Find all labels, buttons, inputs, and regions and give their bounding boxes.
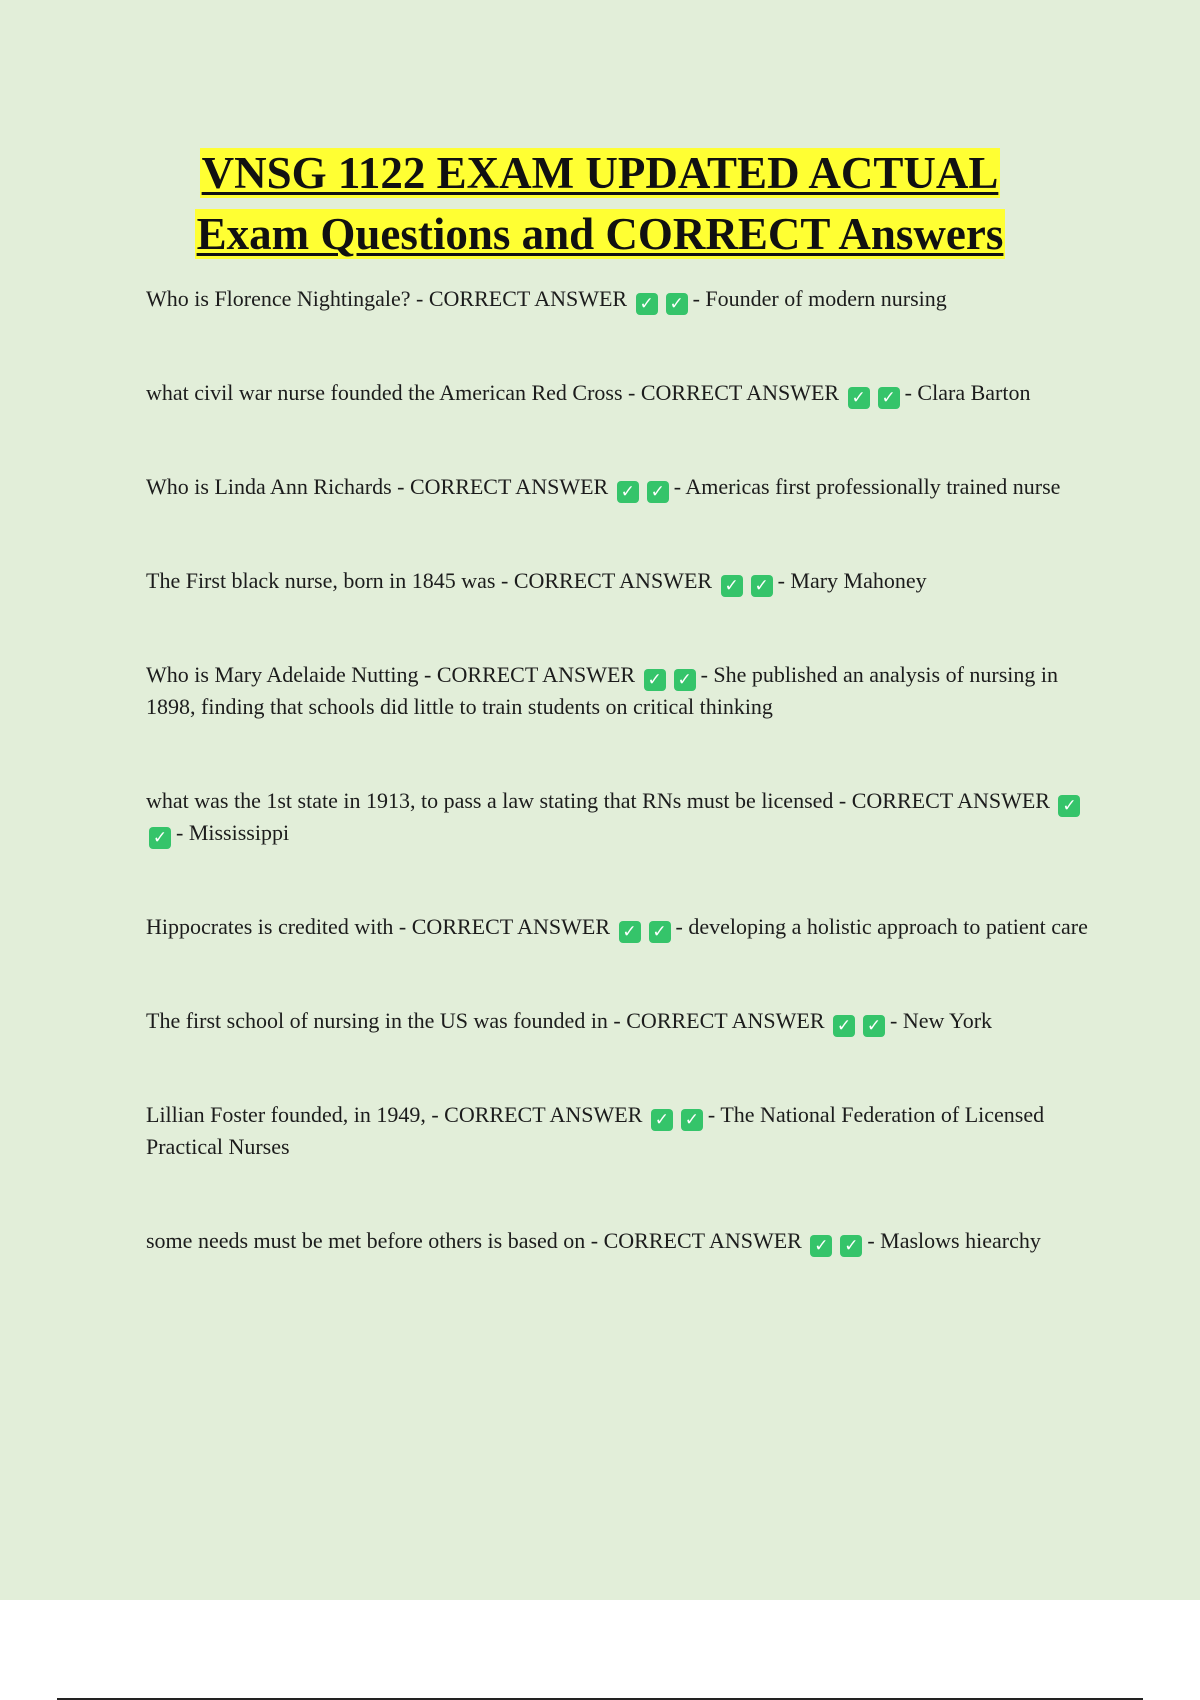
qa-item — [146, 471, 1096, 503]
answer-text: - She published an analysis of nursing in 1898, finding that schools did little to train students on critical thinking — [146, 662, 1059, 719]
answer-text: - The National Federation of Licensed Practical Nurses — [146, 1102, 1045, 1159]
check-icon: ✓ — [848, 387, 870, 409]
qa-item — [146, 377, 1096, 409]
qa-item — [146, 785, 1096, 849]
check-icon: ✓ — [644, 669, 666, 691]
answer-text: - New York — [890, 1008, 993, 1033]
document-title — [0, 143, 1200, 265]
check-icon: ✓ — [651, 1109, 673, 1131]
answer-text: - Founder of modern nursing — [692, 286, 947, 311]
check-icon: ✓ — [833, 1015, 855, 1037]
answer-text: - Clara Barton — [904, 380, 1031, 405]
check-icon: ✓ — [649, 921, 671, 943]
question-text: Who is Florence Nightingale? - CORRECT ANSWER — [146, 286, 628, 311]
question-text: The first school of nursing in the US was founded in - CORRECT ANSWER — [146, 1008, 825, 1033]
question-text: Who is Linda Ann Richards - CORRECT ANSWER — [146, 474, 609, 499]
check-icon: ✓ — [721, 575, 743, 597]
check-icon: ✓ — [617, 481, 639, 503]
answer-text: - Mississippi — [176, 820, 290, 845]
question-text: Who is Mary Adelaide Nutting - CORRECT ANSWER — [146, 662, 636, 687]
check-icon: ✓ — [647, 481, 669, 503]
check-icon: ✓ — [619, 921, 641, 943]
qa-item — [146, 1005, 1096, 1037]
question-text: Hippocrates is credited with - CORRECT ANSWER — [146, 914, 610, 939]
check-icon: ✓ — [674, 669, 696, 691]
check-icon: ✓ — [666, 293, 688, 315]
check-icon: ✓ — [810, 1235, 832, 1257]
check-icon: ✓ — [636, 293, 658, 315]
qa-item — [146, 911, 1096, 943]
check-icon: ✓ — [1058, 795, 1080, 817]
answer-text: - developing a holistic approach to patient care — [675, 914, 1088, 939]
check-icon: ✓ — [681, 1109, 703, 1131]
check-icon: ✓ — [863, 1015, 885, 1037]
title-line-2: Exam Questions and CORRECT Answers — [196, 209, 1004, 259]
title-line-1: VNSG 1122 EXAM UPDATED ACTUAL — [201, 148, 999, 198]
question-text: The First black nurse, born in 1845 was - CORRECT ANSWER — [146, 568, 713, 593]
question-text: what was the 1st state in 1913, to pass a law stating that RNs must be licensed - CORRECT ANSWER — [146, 788, 1050, 813]
question-text: Lillian Foster founded, in 1949, - CORRECT ANSWER — [146, 1102, 643, 1127]
check-icon: ✓ — [751, 575, 773, 597]
qa-item — [146, 1099, 1096, 1163]
answer-text: - Maslows hiearchy — [867, 1228, 1041, 1253]
qa-item — [146, 659, 1096, 723]
answer-text: - Americas first professionally trained nurse — [673, 474, 1061, 499]
question-text: what civil war nurse founded the American Red Cross - CORRECT ANSWER — [146, 380, 840, 405]
qa-item — [146, 565, 1096, 597]
qa-list — [146, 283, 1096, 1319]
qa-item — [146, 283, 1096, 315]
answer-text: - Mary Mahoney — [777, 568, 927, 593]
check-icon: ✓ — [878, 387, 900, 409]
check-icon: ✓ — [840, 1235, 862, 1257]
qa-item — [146, 1225, 1096, 1257]
question-text: some needs must be met before others is based on - CORRECT ANSWER — [146, 1228, 802, 1253]
check-icon: ✓ — [149, 827, 171, 849]
